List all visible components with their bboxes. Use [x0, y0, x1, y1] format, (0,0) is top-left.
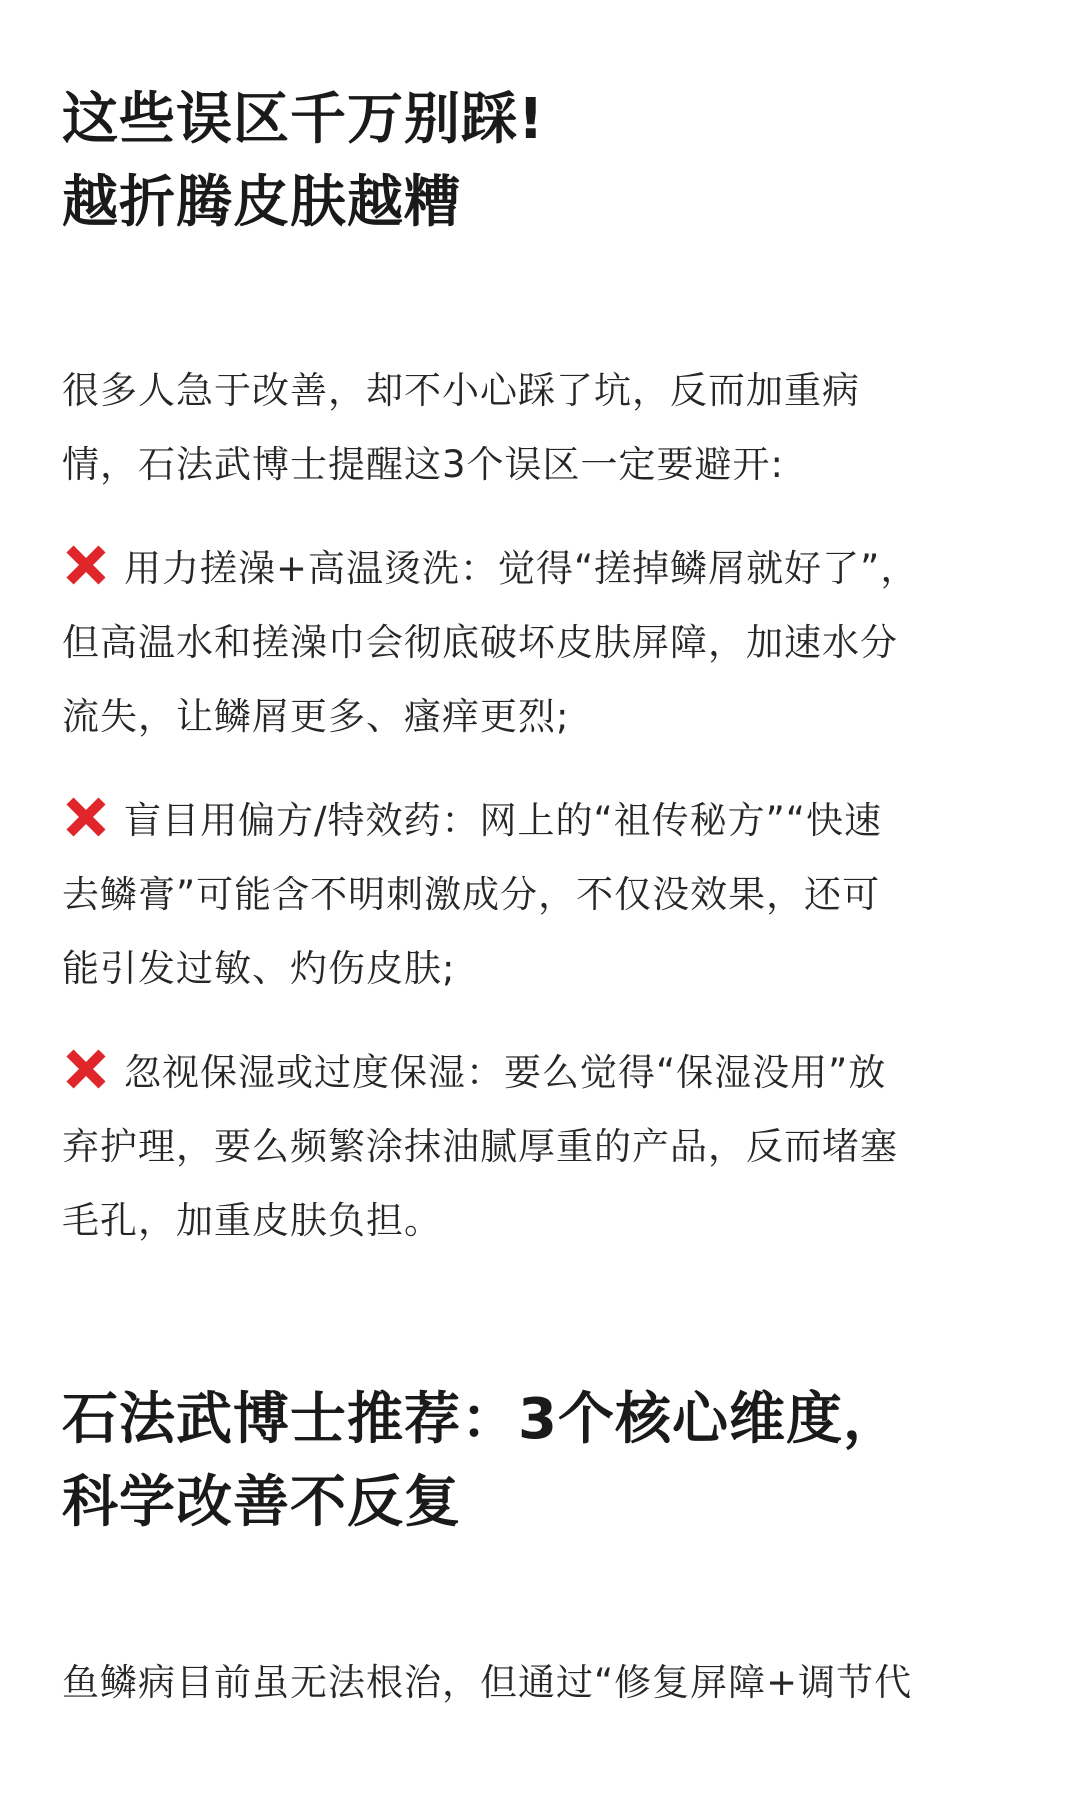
- section-title-recommendations: [62, 1378, 1020, 1544]
- cross-mark-icon: [62, 793, 110, 841]
- misconception-item-scrubbing: [62, 532, 1020, 754]
- title-line: 石法武博士推荐：3个核心维度，: [62, 1387, 900, 1452]
- title-line: 科学改善不反复: [62, 1470, 461, 1535]
- cross-mark-icon: [62, 541, 110, 589]
- section-title-misconceptions: [62, 78, 1020, 244]
- text-line: 用力搓澡+高温烫洗：觉得“搓掉鳞屑就好了”，: [62, 532, 1020, 606]
- misconception-item-moisturizing: [62, 1036, 1020, 1258]
- title-line: 这些误区千万别踩!: [62, 87, 545, 152]
- cross-mark-icon: [62, 1045, 110, 1093]
- text-line: 很多人急于改善，却不小心踩了坑，反而加重病: [62, 369, 860, 412]
- text-line: 流失，让鳞屑更多、瘙痒更烈;: [62, 695, 570, 738]
- text-line: 鱼鳞病目前虽无法根治，但通过“修复屏障+调节代: [62, 1661, 913, 1704]
- text-line: 毛孔，加重皮肤负担。: [62, 1199, 442, 1242]
- title-line: 越折腾皮肤越糟: [62, 170, 461, 235]
- misconception-item-folk-remedies: [62, 784, 1020, 1006]
- intro-paragraph: [62, 354, 1020, 502]
- text-line: 弃护理，要么频繁涂抹油腻厚重的产品，反而堵塞: [62, 1125, 898, 1168]
- text-line: 情，石法武博士提醒这3个误区一定要避开:: [62, 443, 785, 486]
- text-line: 去鳞膏”可能含不明刺激成分，不仅没效果，还可: [62, 873, 881, 916]
- text-line: 忽视保湿或过度保湿：要么觉得“保湿没用”放: [62, 1036, 1020, 1110]
- text-line: 盲目用偏方/特效药：网上的“祖传秘方”“快速: [62, 784, 1020, 858]
- text-line: 但高温水和搓澡巾会彻底破坏皮肤屏障，加速水分: [62, 621, 898, 664]
- text-line: 能引发过敏、灼伤皮肤;: [62, 947, 456, 990]
- recommendation-paragraph: [62, 1646, 1020, 1720]
